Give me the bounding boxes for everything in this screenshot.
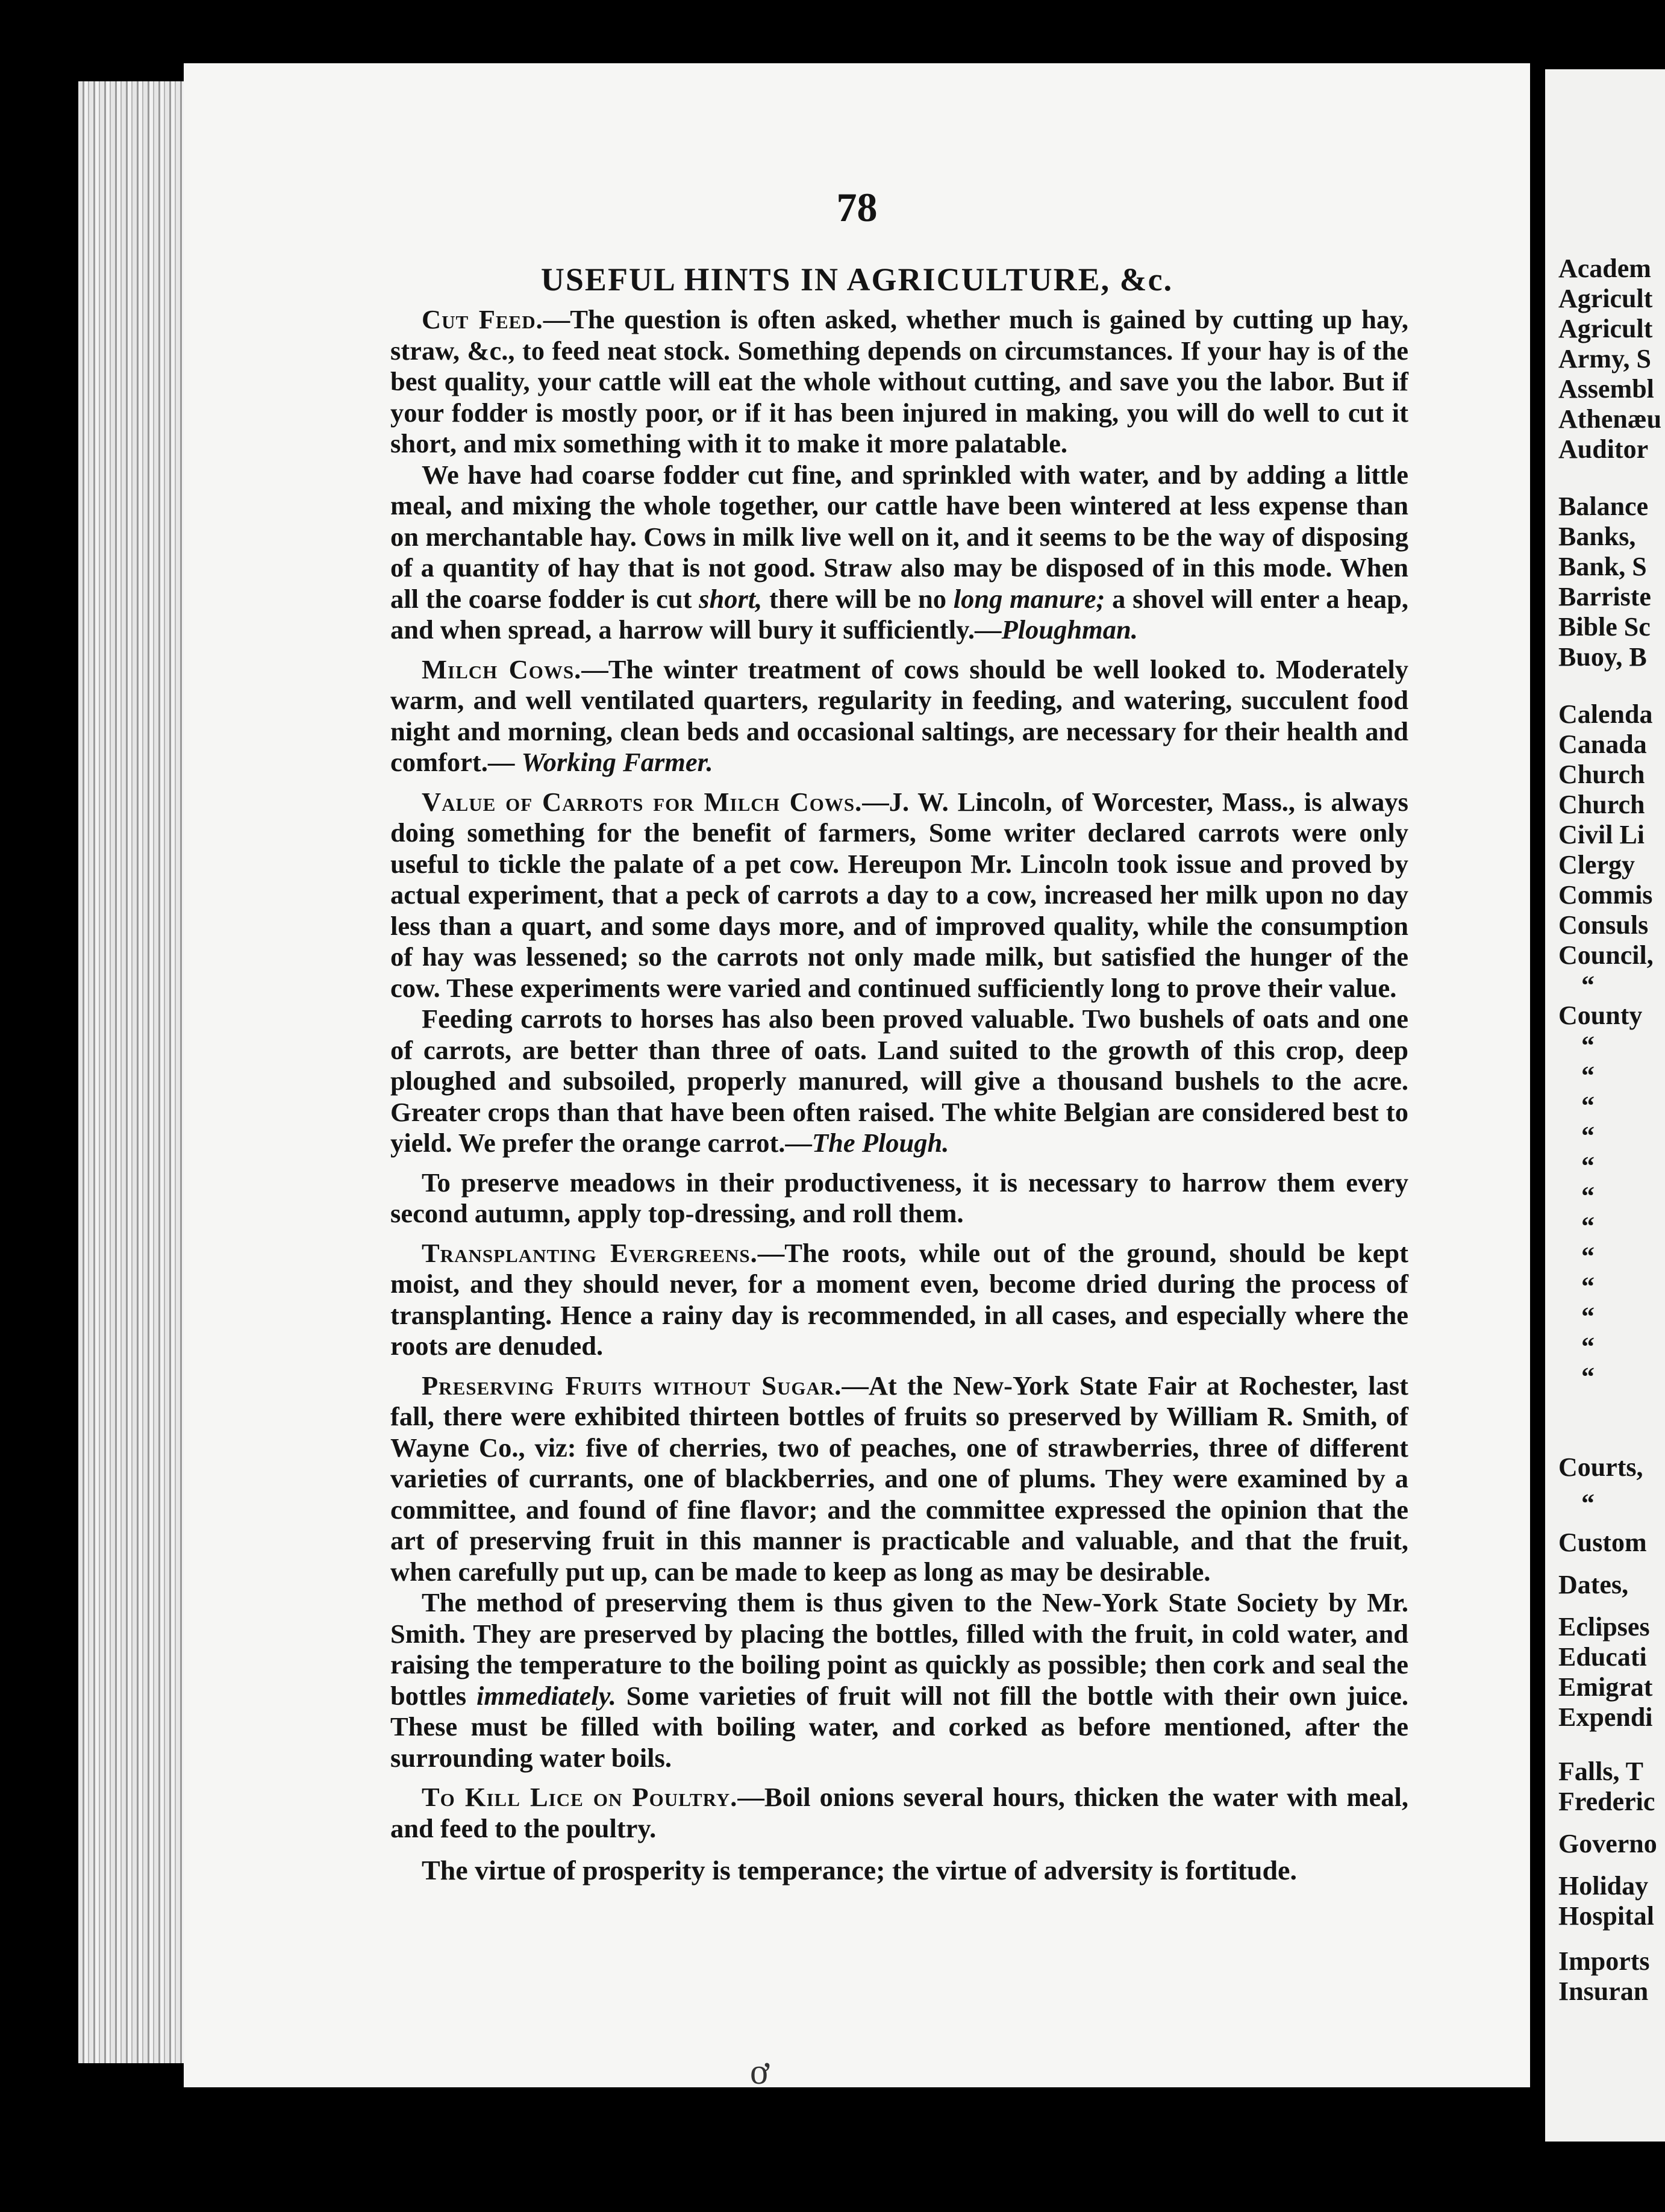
cut-feed-emphasis-short: short, <box>699 583 763 614</box>
index-entry: Bible Sc <box>1558 612 1651 642</box>
index-entry: Balance <box>1558 492 1649 521</box>
index-entry: Council, <box>1558 940 1654 970</box>
index-entry: “ <box>1581 1332 1595 1361</box>
index-entry: “ <box>1581 1181 1595 1211</box>
cut-feed-source: Ploughman. <box>1001 614 1138 645</box>
fruits-heading: Preserving Fruits without Sugar. <box>422 1370 842 1401</box>
fruits-paragraph-2 <box>390 1587 1408 1773</box>
carrots-heading: Value of Carrots for Milch Cows. <box>422 786 863 817</box>
cut-feed-paragraph-2 <box>390 460 1408 646</box>
ink-mark: ơ <box>750 2052 769 2092</box>
index-entry: Dates, <box>1558 1570 1629 1599</box>
index-entry: Hospital <box>1558 1901 1654 1931</box>
index-entry: “ <box>1581 1489 1595 1518</box>
page-title: USEFUL HINTS IN AGRICULTURE, &c. <box>540 261 1173 298</box>
index-entry: Commis <box>1558 880 1653 910</box>
index-entry: Consuls <box>1558 910 1649 940</box>
index-entry: Governo <box>1558 1829 1657 1858</box>
adjacent-page-index <box>1545 69 1665 2142</box>
index-entry: Eclipses <box>1558 1612 1650 1642</box>
index-entry: Calenda <box>1558 699 1653 729</box>
page-number: 78 <box>836 184 878 230</box>
index-entry: Emigrat <box>1558 1672 1653 1702</box>
lice-text: —Boil onions several hours, thicken the water with meal, and feed to the poultry. <box>390 1782 1408 1843</box>
carrots-source: The Plough. <box>811 1128 949 1158</box>
index-entry: Bank, S <box>1558 552 1647 581</box>
milch-cows-text: —The winter treatment of cows should be well looked to. Moderately warm, and well ventilated quarters, regularity in feeding, and watering, succulent food night and morning, clean beds and occasional saltings, are necessary for their health and comfort.— <box>390 654 1408 777</box>
article-body <box>390 304 1408 1886</box>
carrots-paragraph-2 <box>390 1004 1408 1159</box>
index-entry: Custom <box>1558 1528 1647 1557</box>
index-entry: Civil Li <box>1558 820 1645 849</box>
closing-maxim: The virtue of prosperity is temperance; the virtue of adversity is fortitude. <box>422 1855 1297 1886</box>
fruits-text: —At the New-York State Fair at Rochester, last fall, there were exhibited thirteen bottles of fruits so preserved by William R. Smith, of Wayne Co., viz: five of cherries, two of peaches, one of strawberries, three of different varieties of currants, one of blackberries, and one of plums. They were examined by a committee, and found of fine flavor; and the committee expressed the opinion that the art of preserving fruit in this manner is practicable and valuable, and that the fruit, when carefully put up, can be made to keep as long as may be desirable. <box>390 1370 1408 1587</box>
evergreens-paragraph <box>390 1238 1408 1362</box>
index-entry: Courts, <box>1558 1452 1643 1482</box>
index-entry: “ <box>1581 1272 1595 1301</box>
index-entry: “ <box>1581 1151 1595 1181</box>
index-entry: “ <box>1581 970 1595 1000</box>
index-entry: Army, S <box>1558 344 1651 373</box>
index-entry: Church <box>1558 790 1645 819</box>
cut-feed-paragraph <box>390 304 1408 460</box>
index-entry: Academ <box>1558 254 1651 283</box>
index-entry: Canada <box>1558 730 1647 759</box>
fruits-text-2a: The method of preserving them is thus given to the New-York State Society by Mr. Smith. They are preserved by placing the bottles, filled with the fruit, in cold water, and raising the temperature to the boiling point as quickly as possible; then cork and seal the bottles <box>390 1587 1408 1711</box>
index-entry: Expendi <box>1558 1702 1653 1732</box>
index-entry: “ <box>1581 1211 1595 1241</box>
cut-feed-text-2b: there will be no <box>762 583 954 614</box>
page-edge-stack <box>78 81 187 2063</box>
lice-heading: To Kill Lice on Poultry. <box>422 1782 738 1812</box>
evergreens-text: —The roots, while out of the ground, should be kept moist, and they should never, for a moment even, become dried during the process of transplanting. Hence a rainy day is recommended, in all cases, and especially where the roots are denuded. <box>390 1237 1409 1361</box>
cut-feed-text-2a: We have had coarse fodder cut fine, and sprinkled with water, and by adding a little meal, and mixing the whole together, our cattle have been wintered at less expense than on merchantable hay. Cows in milk live well on it, and it seems to be the way of disposing of a quantity of hay that is not good. Straw also may be disposed of in this mode. When all the coarse fodder is cut <box>390 459 1408 614</box>
book-page <box>184 63 1530 2092</box>
index-entry: “ <box>1581 1362 1595 1392</box>
index-entry: Insuran <box>1558 1976 1649 2006</box>
cut-feed-heading: Cut Feed. <box>422 304 543 334</box>
fruits-paragraph <box>390 1370 1408 1588</box>
index-entry: Barriste <box>1558 582 1651 611</box>
index-entry: “ <box>1581 1091 1595 1120</box>
index-entry: Banks, <box>1558 522 1636 551</box>
index-entry: Agricult <box>1558 314 1653 343</box>
cut-feed-text: —The question is often asked, whether much is gained by cutting up hay, straw, &c., to feed neat stock. Something depends on circumstances. If your hay is of the best quality, your cattle will eat the whole without cutting, and save you the labor. But if your fodder is mostly poor, or if it has been injured in making, you will do well to cut it short, and mix something with it to make it more palatable. <box>390 304 1409 458</box>
fruits-text-2b: Some varieties of fruit will not fill the bottle with their own juice. These must be filled with boiling water, and corked as before mentioned, after the surrounding water boils. <box>390 1680 1408 1773</box>
index-entry: Agricult <box>1558 284 1653 313</box>
cut-feed-text-2c: a shovel will enter a heap, and when spread, a harrow will bury it sufficiently.— <box>390 583 1408 645</box>
index-entry: Athenæu <box>1558 404 1662 434</box>
milch-cows-paragraph <box>390 654 1408 778</box>
index-entry: Imports <box>1558 1946 1650 1976</box>
index-entry: Church <box>1558 760 1645 789</box>
carrots-paragraph <box>390 787 1408 1004</box>
milch-cows-heading: Milch Cows. <box>422 654 582 684</box>
fruits-emphasis: immediately. <box>476 1680 616 1711</box>
index-entry: “ <box>1581 1031 1595 1060</box>
index-entry: Assembl <box>1558 374 1654 404</box>
index-entry: Falls, T <box>1558 1757 1644 1786</box>
milch-cows-source: Working Farmer. <box>521 747 713 777</box>
index-entry: “ <box>1581 1242 1595 1271</box>
index-entry: Auditor <box>1558 434 1649 464</box>
index-entry: Educati <box>1558 1642 1647 1672</box>
meadows-paragraph: To preserve meadows in their productiveness, it is necessary to harrow them every second autumn, apply top-dressing, and roll them. <box>390 1167 1408 1228</box>
evergreens-heading: Transplanting Evergreens. <box>422 1237 758 1268</box>
index-entry: Holiday <box>1558 1871 1649 1901</box>
carrots-text-2: Feeding carrots to horses has also been proved valuable. Two bushels of oats and one of carrots, are better than three of oats. Land suited to the growth of this crop, deep ploughed and subsoiled, properly manured, will give a thousand bushels to the acre. Greater crops than that have been often raised. The white Belgian are considered best to yield. We prefer the orange carrot.— <box>390 1004 1408 1158</box>
lice-paragraph <box>390 1782 1408 1844</box>
index-entry: County <box>1558 1001 1643 1030</box>
cut-feed-emphasis-long: long manure; <box>953 583 1105 614</box>
index-entry: “ <box>1581 1121 1595 1151</box>
index-entry: Buoy, B <box>1558 642 1647 672</box>
index-entry: Clergy <box>1558 850 1635 879</box>
carrots-text: —J. W. Lincoln, of Worcester, Mass., is always doing something for the benefit of farmers, Some writer declared carrots were only useful to tickle the palate of a pet cow. Hereupon Mr. Lincoln took issue and proved by actual experiment, that a peck of carrots a day to a cow, increased her milk upon no day less than a quart, and some days more, and of improved quality, while the consumption of hay was lessened; so the carrots not only made milk, but satisfied the hunger of the cow. These experiments were varied and continued sufficiently long to prove their value. <box>390 786 1409 1003</box>
index-entry: Frederic <box>1558 1787 1655 1816</box>
index-entry: “ <box>1581 1061 1595 1090</box>
index-entry: “ <box>1581 1302 1595 1331</box>
